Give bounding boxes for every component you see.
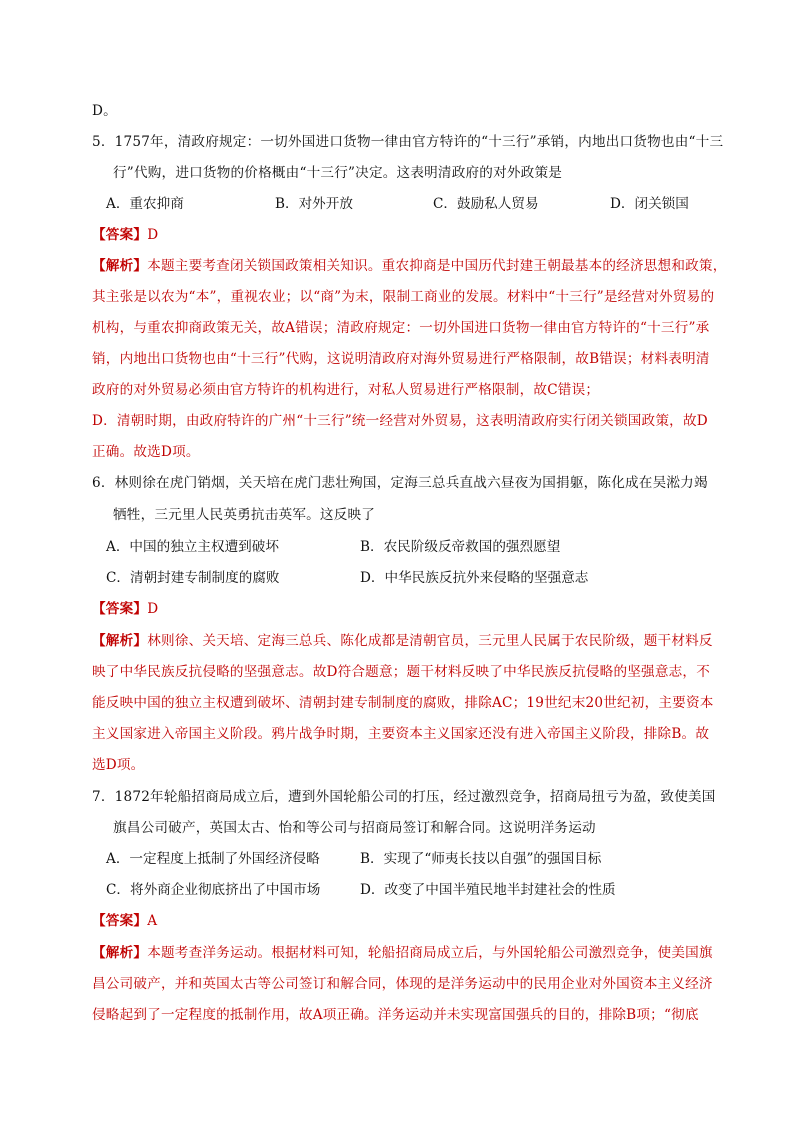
q7-stem-line-1: 7．1872年轮船招商局成立后，遭到外国轮船公司的打压，经过激烈竞争，招商局扭亏为盈，致使美国 bbox=[92, 789, 716, 805]
q7-option-c: C．将外商企业彻底挤出了中国市场 bbox=[106, 882, 321, 898]
answer-label: 【答案】 bbox=[92, 601, 148, 617]
q7-option-a: A．一定程度上抵制了外国经济侵略 bbox=[106, 851, 320, 867]
q5-option-a: A．重农抑商 bbox=[106, 196, 184, 212]
answer-label: 【答案】 bbox=[92, 227, 148, 243]
q5-option-d: D．闭关锁国 bbox=[610, 196, 689, 212]
q7-explanation-line-1 bbox=[92, 944, 732, 962]
q7-explanation-line-2: 昌公司破产，并和英国太古等公司签订和解合同，体现的是洋务运动中的民用企业对外国资本主义经济 bbox=[92, 976, 713, 992]
q7-stem-line-2: 旗昌公司破产，英国太古、怡和等公司与招商局签订和解合同。这说明洋务运动 bbox=[113, 820, 596, 836]
prev-answer-tail: D。 bbox=[92, 103, 117, 119]
q5-explanation-line-5: 政府的对外贸易必须由官方特许的机构进行，对私人贸易进行严格限制，故C错误； bbox=[92, 382, 600, 398]
q7-option-d: D．改变了中国半殖民地半封建社会的性质 bbox=[360, 882, 616, 898]
explanation-label: 【解析】 bbox=[92, 945, 148, 961]
q6-explanation-line-2: 映了中华民族反抗侵略的坚强意志。故D符合题意；题干材料反映了中华民族反抗侵略的坚强意志，不 bbox=[92, 664, 711, 680]
q5-explanation-line-1 bbox=[92, 257, 732, 275]
q6-explanation-line-5: 选D项。 bbox=[92, 757, 145, 773]
q5-explanation-line-6: D．清朝时期，由政府特许的广州“十三行”统一经营对外贸易，这表明清政府实行闭关锁国政策，故D bbox=[92, 413, 708, 429]
answer-value: D bbox=[147, 601, 159, 617]
q6-option-a: A．中国的独立主权遭到破坏 bbox=[106, 539, 279, 555]
q5-answer bbox=[92, 226, 732, 244]
q5-stem-line-1: 5．1757年，清政府规定：一切外国进口货物一律由官方特许的“十三行”承销，内地出口货物也由“十三 bbox=[92, 134, 724, 150]
q5-option-b: B．对外开放 bbox=[275, 196, 353, 212]
q7-explanation-line-3: 侵略起到了一定程度的抵制作用，故A项正确。洋务运动并未实现富国强兵的目的，排除B项；“彻底 bbox=[92, 1007, 699, 1023]
q5-explanation-line-7: 正确。故选D项。 bbox=[92, 444, 200, 460]
q7-option-b: B．实现了“师夷长技以自强”的强国目标 bbox=[360, 851, 602, 867]
q6-option-b: B．农民阶级反帝救国的强烈愿望 bbox=[360, 539, 561, 555]
q6-stem-line-1: 6．林则徐在虎门销烟，关天培在虎门悲壮殉国，定海三总兵直战六昼夜为国捐躯，陈化成在吴淞力竭 bbox=[92, 475, 708, 491]
q6-explanation-line-3: 能反映中国的独立主权遭到破坏、清朝封建专制制度的腐败，排除AC；19世纪末20世纪初，主要资本 bbox=[92, 695, 714, 711]
answer-value: D bbox=[147, 227, 159, 243]
q6-option-d: D．中华民族反抗外来侵略的坚强意志 bbox=[360, 570, 589, 586]
q5-option-c: C．鼓励私人贸易 bbox=[433, 196, 539, 212]
q5-explanation-line-4: 销，内地出口货物也由“十三行”代购，这说明清政府对海外贸易进行严格限制，故B错误；材料表明清 bbox=[92, 351, 710, 367]
explanation-text: 本题主要考查闭关锁国政策相关知识。重农抑商是中国历代封建王朝最基本的经济思想和政策， bbox=[147, 258, 727, 274]
explanation-text: 林则徐、关天培、定海三总兵、陈化成都是清朝官员，三元里人民属于农民阶级，题干材料反 bbox=[147, 633, 713, 649]
q6-answer bbox=[92, 600, 732, 618]
answer-label: 【答案】 bbox=[92, 913, 148, 929]
q5-explanation-line-2: 其主张是以农为“本”，重视农业；以“商”为末，限制工商业的发展。材料中“十三行”是经营对外贸易的 bbox=[92, 289, 715, 305]
q6-explanation-line-4: 主义国家进入帝国主义阶段。鸦片战争时期，主要资本主义国家还没有进入帝国主义阶段，排除B。故 bbox=[92, 726, 710, 742]
q7-answer bbox=[92, 912, 732, 930]
q6-option-c: C．清朝封建专制制度的腐败 bbox=[106, 570, 280, 586]
explanation-label: 【解析】 bbox=[92, 258, 148, 274]
answer-value: A bbox=[147, 913, 158, 929]
q5-stem-line-2: 行”代购，进口货物的价格概由“十三行”决定。这表明清政府的对外政策是 bbox=[113, 165, 563, 181]
explanation-text: 本题考查洋务运动。根据材料可知，轮船招商局成立后，与外国轮船公司激烈竞争，使美国旗 bbox=[147, 945, 713, 961]
explanation-label: 【解析】 bbox=[92, 633, 148, 649]
q5-explanation-line-3: 机构，与重农抑商政策无关，故A错误；清政府规定：一切外国进口货物一律由官方特许的“十三行”承 bbox=[92, 320, 710, 336]
q6-explanation-line-1 bbox=[92, 632, 732, 650]
q6-stem-line-2: 牺牲，三元里人民英勇抗击英军。这反映了 bbox=[113, 507, 376, 523]
